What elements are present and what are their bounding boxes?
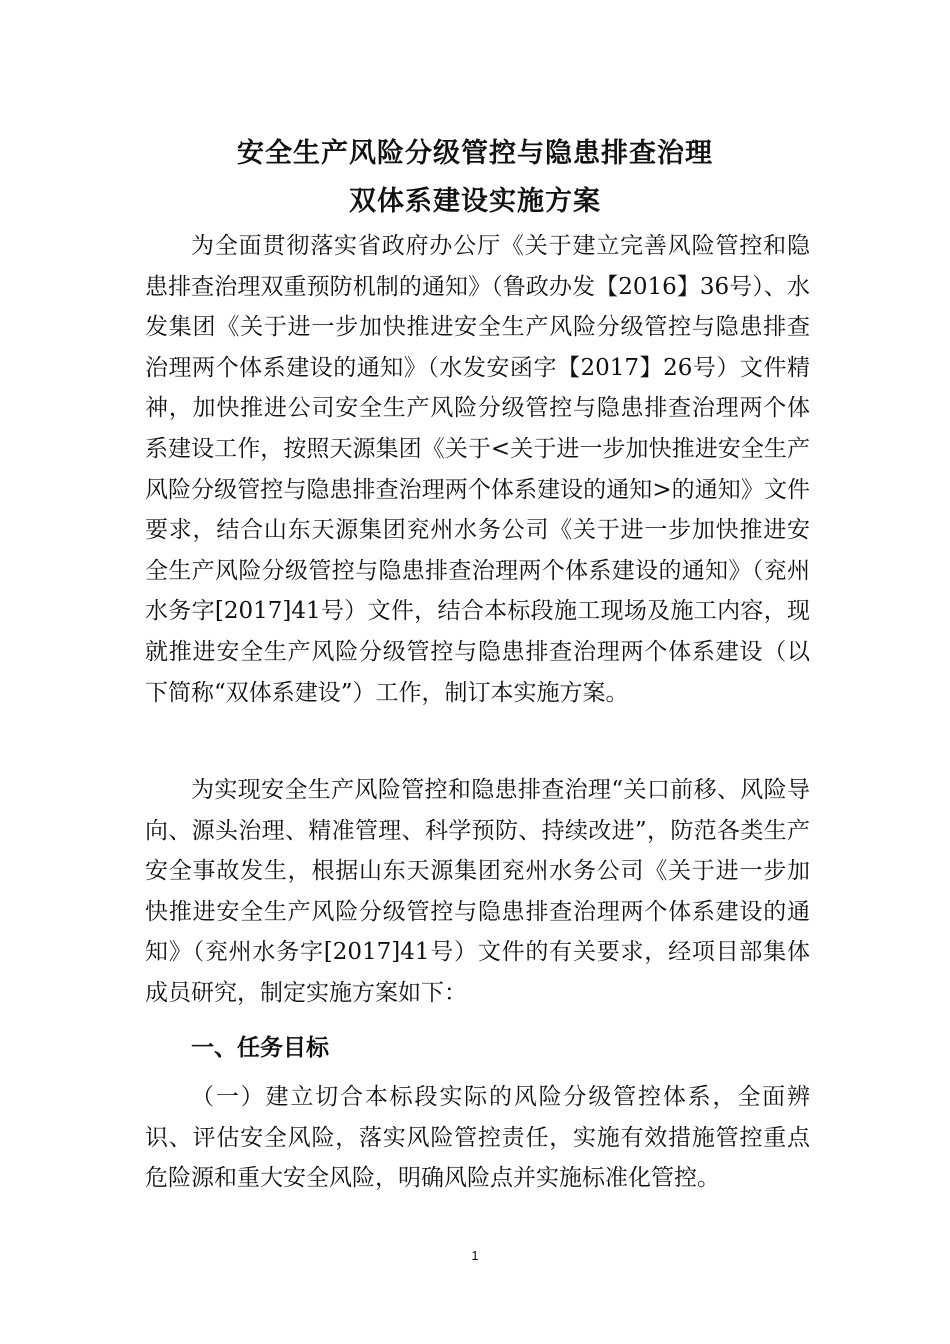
purpose-paragraph: 为实现安全生产风险管控和隐患排查治理“关口前移、风险导向、源头治理、精准管理、科学预防、持续改进”，防范各类生产安全事故发生，根据山东天源集团兖州水务公司《关于进一步加快推进安全生产风险分级管控与隐患排查治理两个体系建设的通知》（兖州水务字[2017]41号）文件的有关要求，经项目部集体成员研究，制定实施方案如下：	[145, 777, 810, 1006]
intro-paragraph: 为全面贯彻落实省政府办公厅《关于建立完善风险管控和隐患排查治理双重预防机制的通知》（鲁政办发【2016】36号）、水发集团《关于进一步加快推进安全生产风险分级管控与隐患排查治理两个体系建设的通知》（水发安函字【2017】26号）文件精神，加快推进公司安全生产风险分级管控与隐患排查治理两个体系建设工作，按照天源集团《关于<关于进一步加快推进安全生产风险分级管控与隐患排查治理两个体系建设的通知>的通知》文件要求，结合山东天源集团兖州水务公司《关于进一步加快推进安全生产风险分级管控与隐患排查治理两个体系建设的通知》（兖州水务字[2017]41号）文件，结合本标段施工现场及施工内容，现就推进安全生产风险分级管控与隐患排查治理两个体系建设（以下简称“双体系建设”）工作，制订本实施方案。	[145, 233, 810, 706]
page-number: 1	[471, 1248, 479, 1263]
section-paragraph-1: （一）建立切合本标段实际的风险分级管控体系，全面辨识、评估安全风险，落实风险管控责任，实施有效措施管控重点危险源和重大安全风险，明确风险点并实施标准化管控。	[145, 1084, 810, 1192]
section-heading-task-goals: 一、任务目标	[191, 1035, 329, 1061]
document-title-line-1: 安全生产风险分级管控与隐患排查治理	[237, 138, 713, 169]
document-title-line-2: 双体系建设实施方案	[349, 186, 601, 217]
